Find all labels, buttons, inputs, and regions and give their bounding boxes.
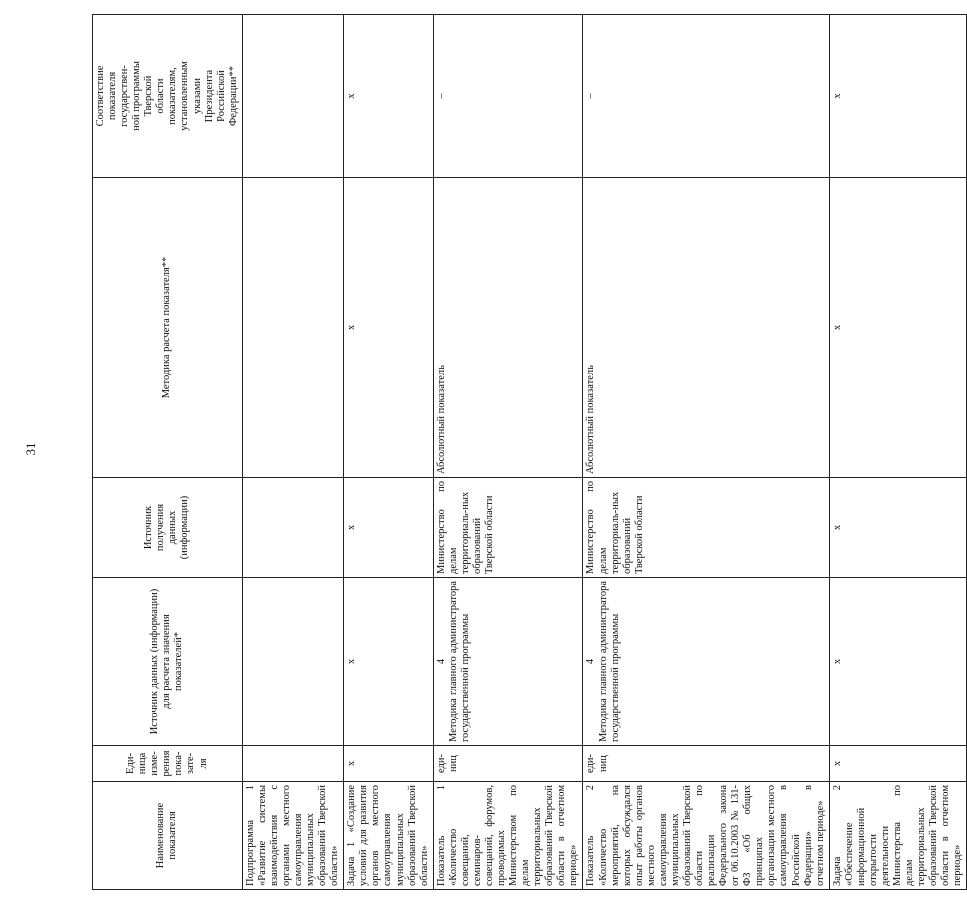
table-row (433, 15, 583, 890)
row-method: x (829, 178, 967, 478)
row-data-source: x (829, 578, 967, 746)
table-row (829, 15, 967, 890)
row-data-source (583, 578, 829, 746)
table-row (583, 15, 829, 890)
header-info-source: Источник получения данных (информации) (93, 478, 243, 578)
row-method: x (344, 178, 433, 478)
row-unit: еди- ниц (583, 746, 829, 782)
rotated-table-sheet (92, 15, 964, 890)
row-info-source: Министерство по делам территориаль-ных образований Тверской области (583, 478, 829, 578)
data-source-text: Методика главного администратора государственной программы (597, 581, 621, 742)
row-data-source: x (344, 578, 433, 746)
row-method (242, 178, 344, 478)
header-unit: Еди- ница изме- рения пока- зате- ля (93, 746, 243, 782)
row-data-source (242, 578, 344, 746)
row-unit: x (829, 746, 967, 782)
row-unit: x (344, 746, 433, 782)
table-row (344, 15, 433, 890)
row-name: Показатель 1 «Количество совещаний, семинаров-совещаний, форумов, проводимых Министерством по делам территориальных образований Тверской области в отчетном периоде» (433, 782, 583, 890)
page-number: 31 (23, 442, 38, 456)
row-info-source: x (344, 478, 433, 578)
indicators-table (92, 14, 967, 890)
row-unit (242, 746, 344, 782)
header-name: Наименование показателя (93, 782, 243, 890)
row-data-source (433, 578, 583, 746)
row-compliance: – (583, 15, 829, 178)
header-method: Методика расчета показателя** (93, 178, 243, 478)
row-info-source: Министерство по делам территориаль-ных образований Тверской области (433, 478, 583, 578)
data-source-text: Методика главного администратора государственной программы (447, 581, 471, 742)
table-header-row (93, 15, 243, 890)
row-compliance (242, 15, 344, 178)
row-compliance: x (344, 15, 433, 178)
row-method: Абсолютный показатель (583, 178, 829, 478)
row-compliance: – (433, 15, 583, 178)
header-data-source: Источник данных (информации) для расчета значения показателей* (93, 578, 243, 746)
data-source-number: 4 (585, 658, 597, 665)
row-name: Подпрограмма 1 «Развитие системы взаимодействия с органами местного самоуправления муниципальных образований Тверской области» (242, 782, 344, 890)
row-unit: еди- ниц (433, 746, 583, 782)
data-source-number: 4 (435, 658, 447, 665)
row-info-source (242, 478, 344, 578)
row-info-source: x (829, 478, 967, 578)
row-name: Показатель 2 «Количество мероприятий, на которых обсуждался опыт работы органов местного самоуправления муниципальных образований Тверской области по реализации Федерального закона от 06.10.2003 № 131-ФЗ «Об общих принципах организации местного самоуправления в Российской Федерации» в отчетном периоде» (583, 782, 829, 890)
header-compliance: Соответствие показателя государствен- ной программы Тверской области показателям, установленным указами Президента Российской Федерации** (93, 15, 243, 178)
row-compliance: x (829, 15, 967, 178)
table-row (242, 15, 344, 890)
row-name: Задача 2 «Обеспечение информационной открытости деятельности Министерства по делам территориальных образований Тверской области в отчетном периоде» (829, 782, 967, 890)
row-method: Абсолютный показатель (433, 178, 583, 478)
row-name: Задача 1 «Создание условий для развития органов местного самоуправления муниципальных образований Тверской области» (344, 782, 433, 890)
